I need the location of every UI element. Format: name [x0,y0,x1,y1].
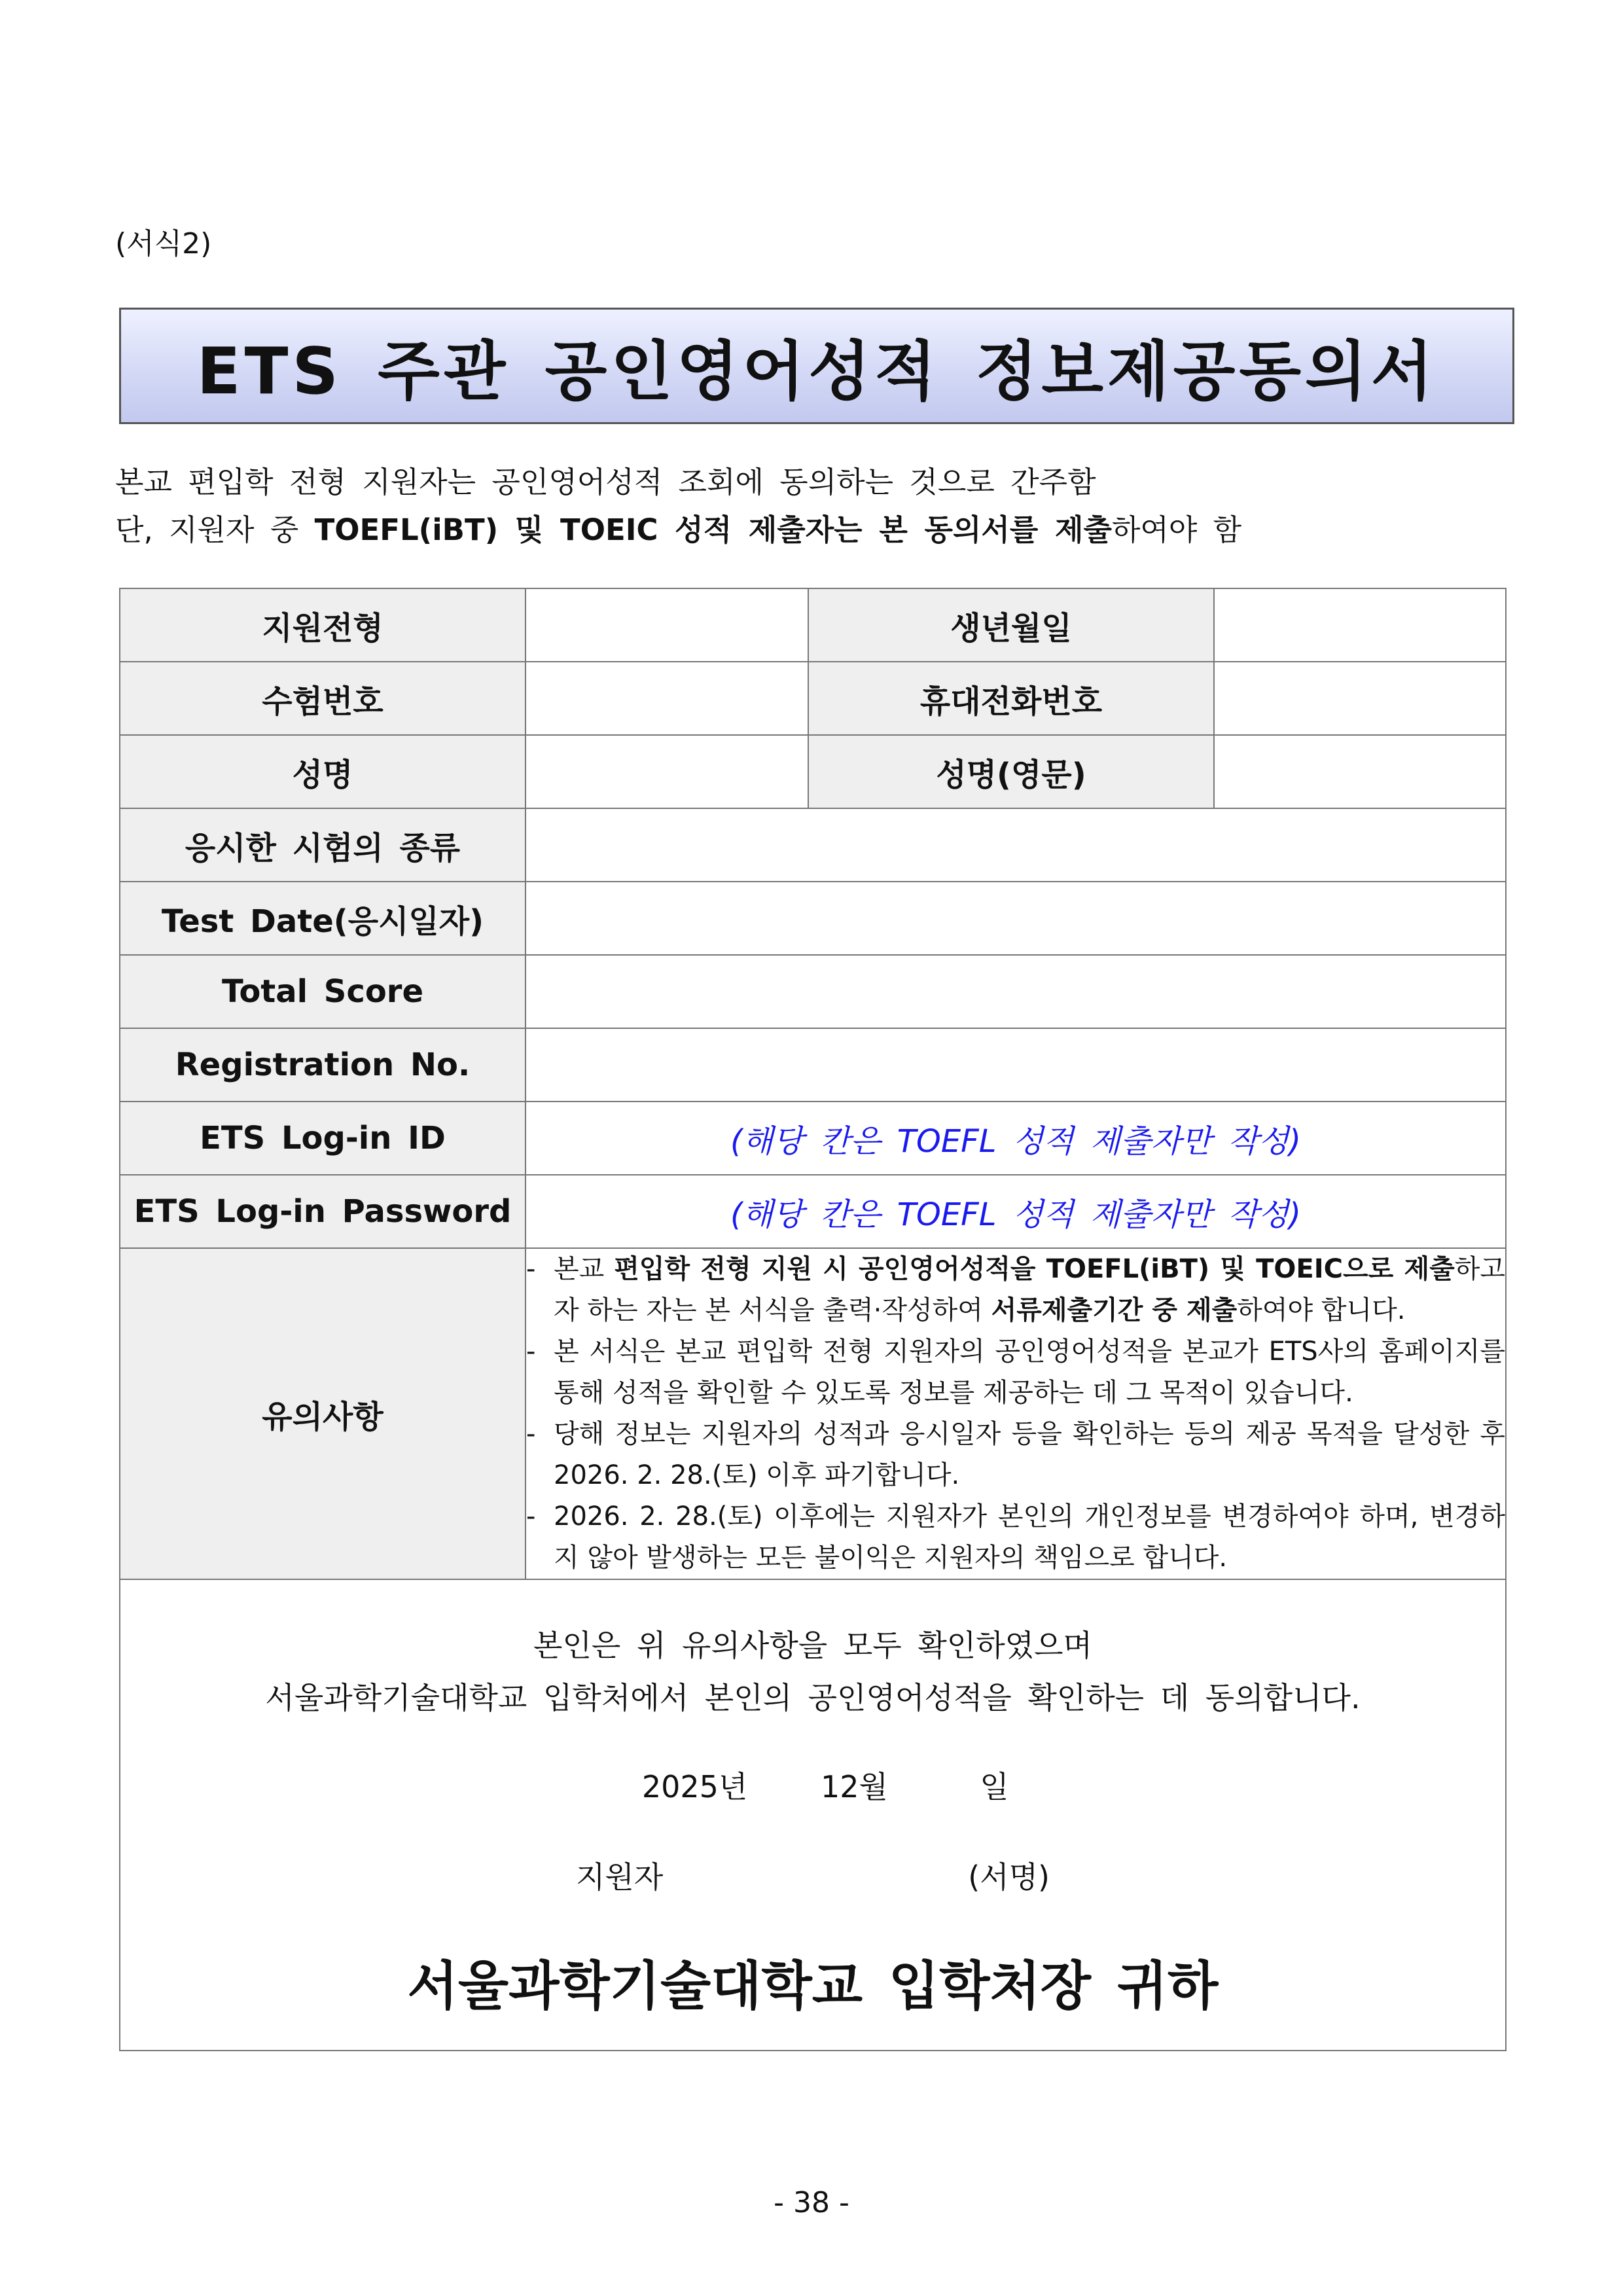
intro-line-1: 본교 편입학 전형 지원자는 공인영어성적 조회에 동의하는 것으로 간주함 [115,465,1096,499]
intro-line-2-emphasis: TOEFL(iBT) 및 TOEIC 성적 제출자는 본 동의서를 제출 [314,512,1112,547]
notes-content [526,1248,1506,1579]
date-day: 일 [980,1769,1009,1804]
note-dash: - [526,1254,536,1284]
table-row [120,1028,1506,1102]
addressee: 서울과학기술대학교 입학처장 귀하 [407,1956,1219,2017]
page-number: - 38 - [774,2186,849,2219]
ets-login-password-field[interactable]: (해당 칸은 TOEFL 성적 제출자만 작성) [526,1175,1506,1248]
test-date-label: Test Date(응시일자) [120,882,526,955]
note-item [526,1249,1505,1331]
table-row [120,588,1506,662]
document-title: ETS 주관 공인영어성적 정보제공동의서 [196,334,1437,409]
applicant-info-table [119,588,1507,2051]
apply-type-label: 지원전형 [120,588,526,662]
notes-label: 유의사항 [120,1248,526,1579]
name-en-field[interactable] [1214,735,1506,808]
note-dash: - [526,1336,536,1367]
birth-date-field[interactable] [1214,588,1506,662]
date-year: 2025년 [641,1769,748,1804]
note-1-emphasis-a: 편입학 전형 지원 시 공인영어성적을 TOEFL(iBT) 및 TOEIC으로 제출 [614,1254,1455,1284]
table-row [120,735,1506,808]
note-1-emphasis-b: 서류제출기간 중 제출 [991,1295,1238,1325]
signing-date [120,1763,1505,1806]
test-kind-field[interactable] [526,808,1506,882]
apply-type-field[interactable] [526,588,808,662]
ets-login-id-label: ETS Log-in ID [120,1102,526,1175]
exam-number-label: 수험번호 [120,662,526,735]
consent-line-2: 서울과학기술대학교 입학처에서 본인의 공인영어성적을 확인하는 데 동의합니다. [265,1680,1361,1715]
table-row [120,1579,1506,2051]
table-row [120,1102,1506,1175]
intro-line-2-start: 단, 지원자 중 [115,512,315,547]
ets-login-id-field[interactable]: (해당 칸은 TOEFL 성적 제출자만 작성) [526,1102,1506,1175]
note-1-part-a: 본교 [554,1254,615,1284]
exam-number-field[interactable] [526,662,808,735]
consent-line-1: 본인은 위 유의사항을 모두 확인하였으며 [533,1628,1092,1663]
total-score-label: Total Score [120,955,526,1028]
birth-date-label: 생년월일 [808,588,1214,662]
test-date-field[interactable] [526,882,1506,955]
table-row [120,955,1506,1028]
signature-label: (서명) [968,1859,1050,1895]
consent-section [120,1579,1506,2051]
table-row [120,1248,1506,1579]
note-dash: - [526,1501,536,1532]
test-kind-label: 응시한 시험의 종류 [120,808,526,882]
registration-no-label: Registration No. [120,1028,526,1102]
note-item [526,1496,1505,1579]
table-row [120,1175,1506,1248]
table-row [120,808,1506,882]
mobile-field[interactable] [1214,662,1506,735]
intro-line-2-end: 하여야 함 [1111,512,1242,547]
note-text: 당해 정보는 지원자의 성적과 응시일자 등을 확인하는 등의 제공 목적을 달성한 후 2026. 2. 28.(토) 이후 파기합니다. [554,1419,1505,1490]
note-1-part-e: 하여야 합니다. [1237,1295,1406,1325]
note-1-part-c: 하고자 하는 자는 본 서식을 출력·작성하여 [554,1254,1506,1325]
intro-line-2 [115,506,1241,548]
note-text: 2026. 2. 28.(토) 이후에는 지원자가 본인의 개인정보를 변경하여야 하며, 변경하지 않아 발생하는 모든 불이익은 지원자의 책임으로 합니다. [554,1501,1505,1573]
name-field[interactable] [526,735,808,808]
name-en-label: 성명(영문) [808,735,1214,808]
title-banner [119,308,1514,424]
date-month: 12월 [821,1769,888,1804]
table-row [120,662,1506,735]
signature-row [120,1854,1505,1897]
registration-no-field[interactable] [526,1028,1506,1102]
mobile-label: 휴대전화번호 [808,662,1214,735]
note-text [554,1249,1505,1331]
table-row [120,882,1506,955]
ets-login-password-label: ETS Log-in Password [120,1175,526,1248]
name-label: 성명 [120,735,526,808]
form-number: (서식2) [115,227,212,260]
note-dash: - [526,1419,536,1449]
note-text: 본 서식은 본교 편입학 전형 지원자의 공인영어성적을 본교가 ETS사의 홈페이지를 통해 성적을 확인할 수 있도록 정보를 제공하는 데 그 목적이 있습니다. [554,1336,1505,1408]
note-item [526,1414,1505,1496]
total-score-field[interactable] [526,955,1506,1028]
note-item [526,1331,1505,1414]
applicant-label: 지원자 [575,1859,664,1895]
